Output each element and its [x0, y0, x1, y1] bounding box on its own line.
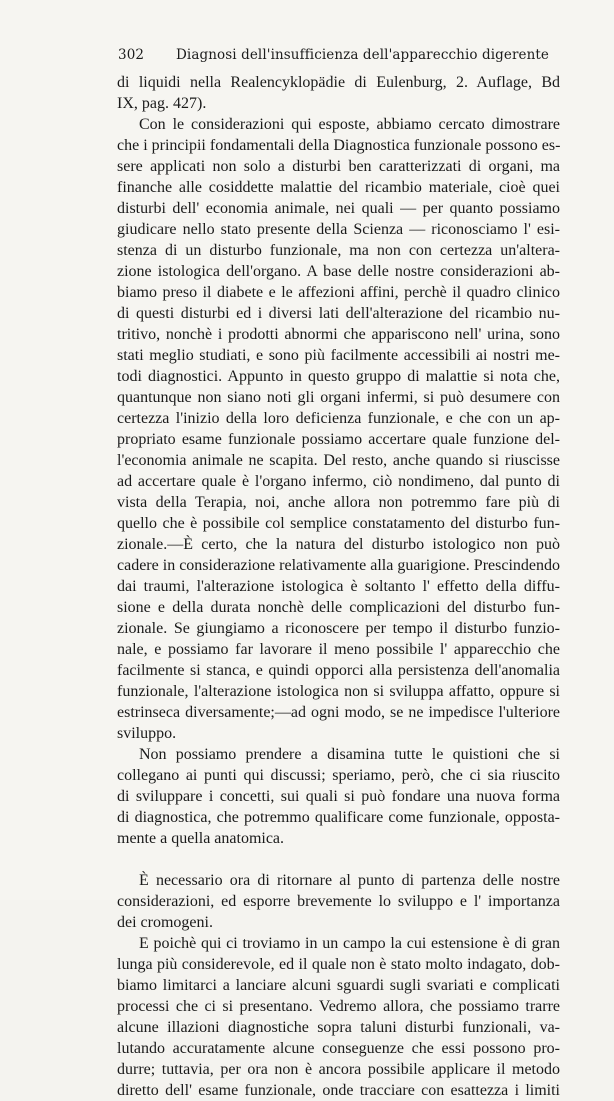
text-line: che i principii fondamentali della Diagnostica funzionale possono es-	[117, 137, 560, 154]
text-line: certezza l'inizio della loro deficienza funzionale, e che con un ap-	[117, 410, 560, 427]
text-line: Non possiamo prendere a disamina tutte le quistioni che si	[139, 746, 560, 763]
text-line: biamo preso il diabete e le affezioni affini, perchè il quadro clinico	[117, 284, 560, 301]
text-line: lutando accuratamente alcune conseguenze che essi possono pro-	[117, 1040, 560, 1057]
text-line: diretto dell' esame funzionale, onde tracciare con esattezza i limiti	[117, 1082, 560, 1099]
text-line: quello che è possibile col semplice constatamento del disturbo fun-	[117, 515, 560, 532]
text-line: funzionale, l'alterazione istologica non si sviluppa affatto, oppure si	[117, 683, 560, 700]
text-line: E poichè qui ci troviamo in un campo la cui estensione è di gran	[139, 935, 560, 952]
text-line: l'economia animale ne scapita. Del resto, anche quando si riuscisse	[117, 452, 560, 469]
text-line: di diagnostica, che potremmo qualificare come funzionale, opposta-	[117, 809, 560, 826]
paragraph	[117, 72, 560, 114]
text-line: IX, pag. 427).	[117, 95, 207, 112]
text-line: dei cromogeni.	[117, 914, 213, 931]
text-line: mente a quella anatomica.	[117, 830, 285, 847]
text-line: stati meglio studiati, e sono più facilmente accessibili ai nostri me-	[117, 347, 560, 364]
text-line: zionale.—È certo, che la natura del disturbo istologico non può	[117, 536, 560, 553]
text-line: quantunque non siano noti gli organi infermi, si può desumere con	[117, 389, 560, 406]
running-header	[118, 47, 558, 69]
running-title: Diagnosi dell'insufficienza dell'apparecchio digerente	[176, 47, 550, 63]
text-line: È necessario ora di ritornare al punto di partenza delle nostre	[139, 872, 560, 889]
text-line: dai traumi, l'alterazione istologica è soltanto l' effetto della diffu-	[117, 578, 560, 595]
text-line: sere applicati non solo a disturbi ben caratterizzati di organi, ma	[117, 158, 560, 175]
text-line: stenza di un disturbo funzionale, ma non con certezza un'altera-	[117, 242, 560, 259]
paragraph	[117, 114, 560, 744]
text-line: tritivo, nonchè i prodotti abnormi che appariscono nell' urina, sono	[117, 326, 560, 343]
text-line: nale, e possiamo far lavorare il meno possibile l' apparecchio che	[117, 641, 560, 658]
text-line: zionale. Se giungiamo a riconoscere per tempo il disturbo funzio-	[117, 620, 560, 637]
text-line: di questi disturbi ed i diversi lati dell'alterazione del ricambio nu-	[117, 305, 560, 322]
text-line: cadere in considerazione relativamente alla guarigione. Prescindendo	[117, 557, 560, 574]
text-line: zione istologica dell'organo. A base delle nostre considerazioni ab-	[117, 263, 560, 280]
text-line: sione e della durata nonchè delle complicazioni del disturbo fun-	[117, 599, 560, 616]
body-text	[117, 72, 560, 1101]
text-line: Con le considerazioni qui esposte, abbiamo cercato dimostrare	[139, 116, 560, 133]
text-line: sviluppo.	[117, 725, 177, 742]
text-line: processi che ci si presentano. Vedremo allora, che possiamo trarre	[117, 998, 560, 1015]
text-line: vista della Terapia, noi, anche allora non potremmo fare più di	[117, 494, 560, 511]
text-line: collegano ai punti qui discussi; speriamo, però, che ci sia riuscito	[117, 767, 560, 784]
text-line: alcune illazioni diagnostiche sopra taluni disturbi funzionali, va-	[117, 1019, 560, 1036]
text-line: lunga più considerevole, ed il quale non è stato molto indagato, dob-	[117, 956, 560, 973]
paragraph-gap	[117, 849, 560, 870]
text-line: giudicare nello stato presente della Scienza — riconosciamo l' esi-	[117, 221, 560, 238]
paragraph	[117, 744, 560, 849]
text-line: disturbi dell' economia animale, nei quali — per quanto possiamo	[117, 200, 560, 217]
paragraph	[117, 933, 560, 1101]
text-line: considerazioni, ed esporre brevemente lo sviluppo e l' importanza	[117, 893, 560, 910]
paragraph	[117, 870, 560, 933]
text-line: propriato esame funzionale possiamo accertare quale funzione del-	[117, 431, 560, 448]
text-line: estrinseca diversamente;—ad ogni modo, se ne impedisce l'ulteriore	[117, 704, 560, 721]
text-line: durre; tuttavia, per ora non è ancora possibile applicare il metodo	[117, 1061, 560, 1078]
text-line: finanche alle cosiddette malattie del ricambio materiale, cioè quei	[117, 179, 560, 196]
page-number: 302	[118, 47, 145, 63]
text-line: todi diagnostici. Appunto in questo gruppo di malattie si nota che,	[117, 368, 560, 385]
text-line: ad accertare quale è l'organo infermo, ciò nondimeno, dal punto di	[117, 473, 560, 490]
text-line: biamo limitarci a lanciare alcuni sguardi sugli svariati e complicati	[117, 977, 560, 994]
text-line: di sviluppare i concetti, sui quali si può fondare una nuova forma	[117, 788, 560, 805]
text-line: facilmente si stanca, e quindi opporci alla persistenza dell'anomalia	[117, 662, 560, 679]
text-line: di liquidi nella Realencyklopädie di Eulenburg, 2. Auflage, Bd	[117, 74, 560, 91]
